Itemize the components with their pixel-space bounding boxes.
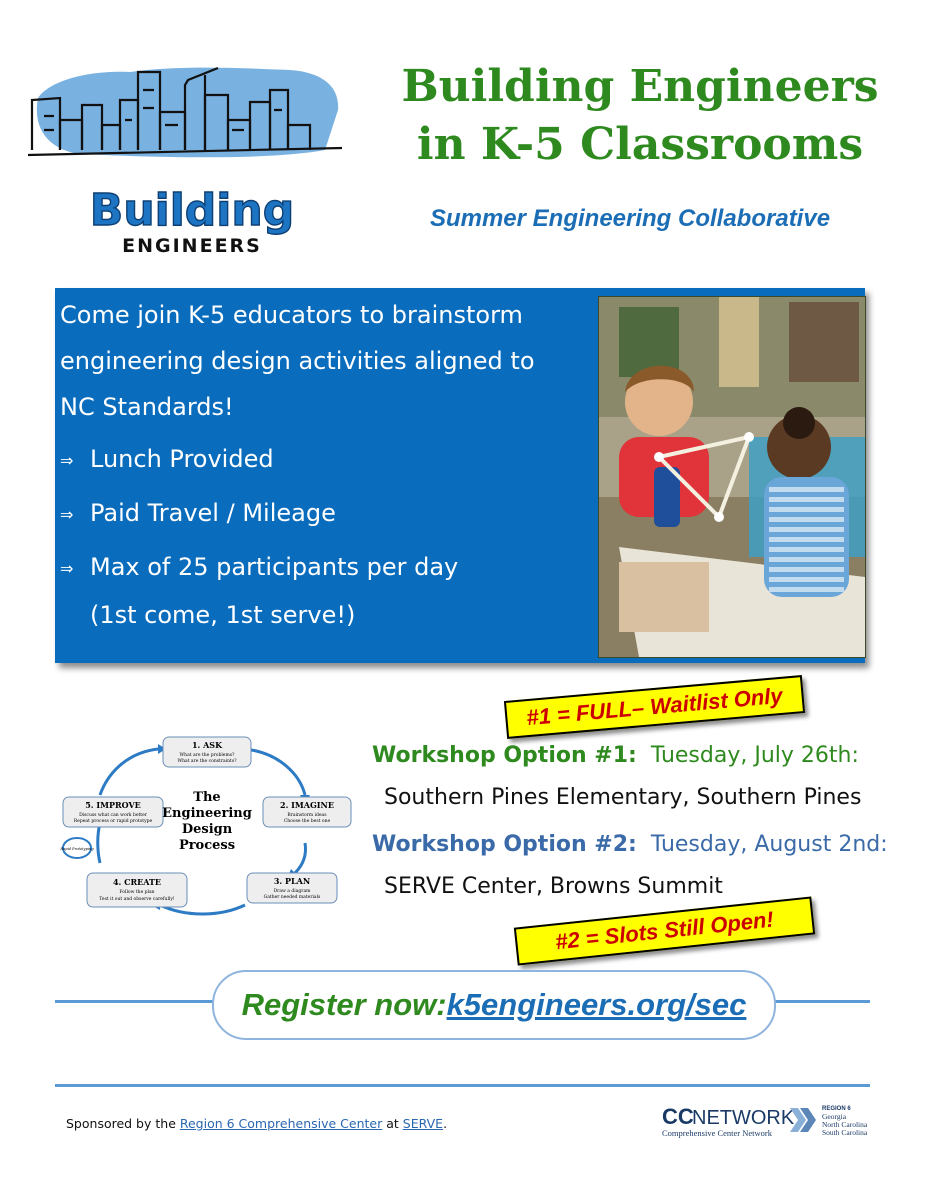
diagram-step-imagine: 2. IMAGINE [280, 800, 334, 810]
workshop-option-1-date: Tuesday, July 26th: [650, 743, 859, 768]
intro-line-3: NC Standards! [60, 393, 234, 421]
diagram-step-improve-item: Discuss what can work better [79, 813, 147, 818]
diagram-step-improve-item: Repeat process or rapid prototype [73, 819, 153, 824]
register-banner [212, 970, 776, 1040]
diagram-step-imagine-item: Choose the best one [283, 819, 331, 824]
page-title [380, 58, 900, 174]
workshop-option-2-venue: SERVE Center, Browns Summit [384, 874, 723, 899]
waitlist-sticker: #1 = FULL– Waitlist Only [504, 675, 805, 739]
cc-sub-text: Comprehensive Center Network [662, 1128, 772, 1138]
cc-network-logo [662, 1100, 882, 1146]
page-subtitle: Summer Engineering Collaborative [429, 205, 831, 232]
state-text: South Carolina [822, 1128, 868, 1137]
sponsor-suffix: . [443, 1116, 448, 1131]
double-arrow-icon: ⇒ [60, 505, 74, 524]
diagram-step-plan: 3. PLAN [273, 876, 311, 886]
bullet-item [60, 544, 580, 592]
cc-text: CC [662, 1104, 694, 1129]
workshop-option-2 [372, 832, 888, 857]
bullet-text: Paid Travel / Mileage [90, 499, 336, 527]
diagram-step-plan-item: Draw a diagram [273, 889, 311, 894]
diagram-center-line: Design [181, 822, 233, 837]
state-text: Georgia [822, 1112, 847, 1121]
diagram-loop-label: Rapid Prototyping [60, 847, 94, 851]
state-text: North Carolina [822, 1120, 868, 1129]
diagram-center-line: Process [178, 838, 236, 853]
diagram-step-ask-item: What are the problems? [179, 753, 235, 758]
workshop-option-1-label: Workshop Option #1: [372, 743, 637, 768]
intro-line-1: Come join K-5 educators to brainstorm [60, 301, 523, 329]
diagram-step-plan-item: Gather needed materials [263, 895, 321, 900]
diagram-center-line: The [193, 790, 221, 805]
info-panel-text [60, 292, 580, 638]
logo-word-building: Building [89, 185, 295, 236]
building-engineers-logo [20, 30, 360, 260]
classroom-photo [598, 296, 866, 658]
diagram-step-ask: 1. ASK [191, 740, 223, 750]
double-arrow-icon: ⇒ [60, 559, 74, 578]
diagram-step-ask-item: What are the constraints? [177, 759, 237, 764]
region6-link[interactable]: Region 6 Comprehensive Center [179, 1116, 383, 1131]
sponsor-prefix: Sponsored by the [66, 1116, 180, 1131]
sponsor-text [66, 1116, 447, 1131]
bullet-text: Lunch Provided [90, 445, 274, 473]
diagram-step-imagine-item: Brainstorm ideas [287, 813, 327, 818]
diagram-step-improve: 5. IMPROVE [85, 800, 141, 810]
bullet-text: Max of 25 participants per day [90, 553, 459, 581]
network-text: NETWORK [692, 1107, 795, 1129]
bullet-continuation: (1st come, 1st serve!) [90, 601, 356, 629]
register-link[interactable]: k5engineers.org/sec [446, 987, 747, 1022]
register-prefix: Register now: [241, 987, 447, 1022]
serve-link[interactable]: SERVE [402, 1116, 444, 1131]
double-arrow-icon: ⇒ [60, 451, 74, 470]
diagram-center-line: Engineering [162, 806, 252, 821]
sponsor-mid: at [382, 1116, 403, 1131]
diagram-step-create-item: Follow the plan [119, 890, 155, 895]
workshop-option-1 [372, 743, 859, 768]
intro-line-2: engineering design activities aligned to [60, 347, 535, 375]
footer-divider [55, 1084, 870, 1087]
region-text: REGION 6 [822, 1106, 851, 1112]
engineering-design-process-diagram [55, 735, 355, 920]
slots-open-sticker: #2 = Slots Still Open! [514, 896, 815, 965]
bullet-item [60, 490, 580, 538]
diagram-step-create: 4. CREATE [112, 877, 162, 887]
title-line-1: Building Engineers [401, 61, 879, 112]
workshop-option-2-date: Tuesday, August 2nd: [650, 832, 888, 857]
bullet-item [60, 436, 580, 484]
workshop-option-1-venue: Southern Pines Elementary, Southern Pines [384, 785, 862, 810]
diagram-step-create-item: Test it out and observe carefully! [99, 897, 175, 902]
logo-word-engineers: ENGINEERS [122, 235, 262, 257]
title-line-2: in K-5 Classrooms [416, 119, 864, 170]
workshop-option-2-label: Workshop Option #2: [372, 832, 637, 857]
